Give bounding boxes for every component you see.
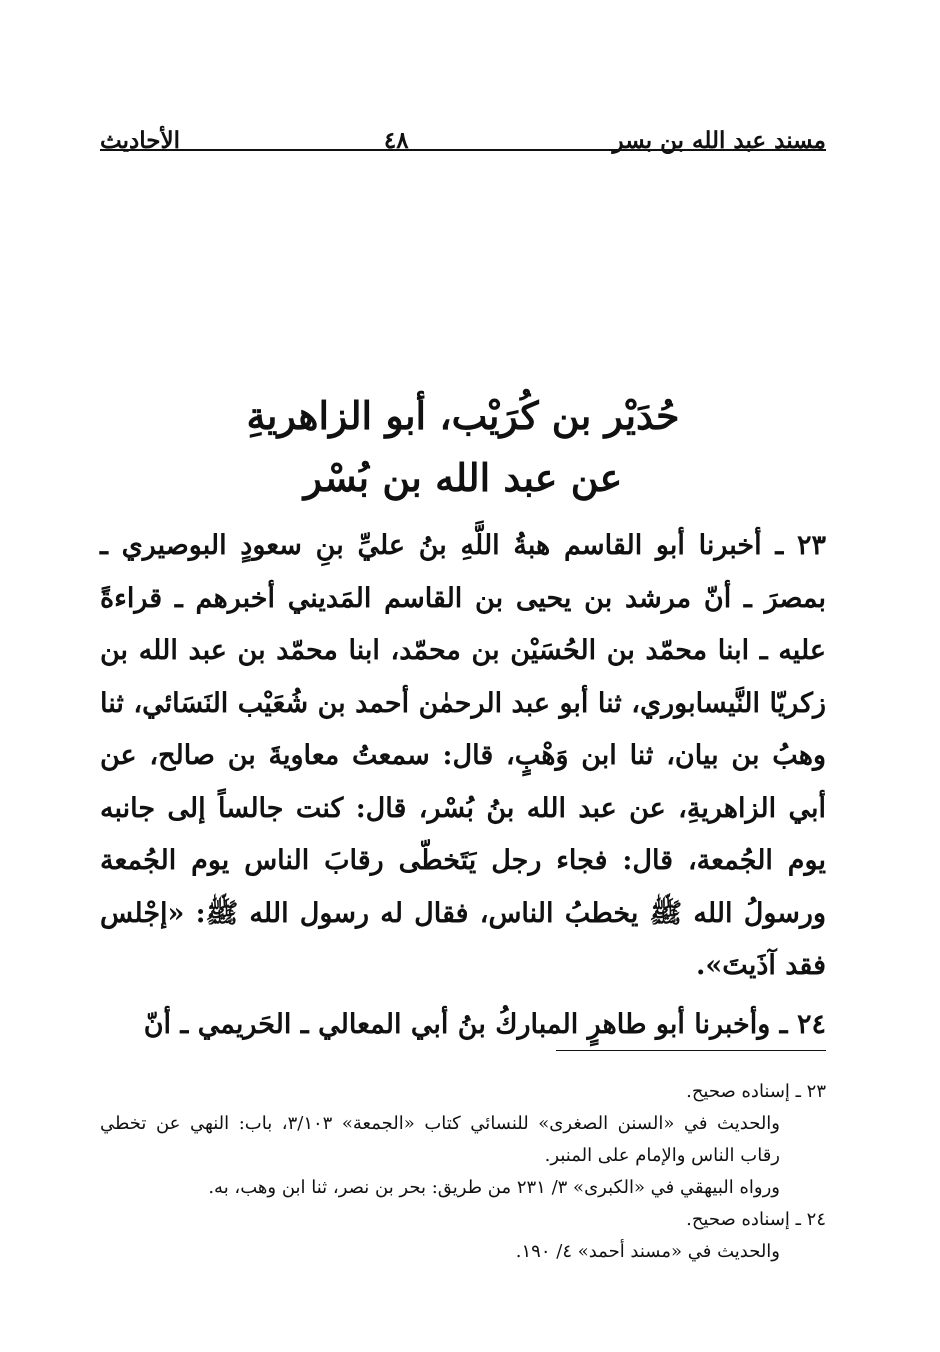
header-section-title: الأحاديث — [100, 127, 180, 154]
footnote-23-source: والحديث في «السنن الصغرى» للنسائي كتاب «الجمعة» ٣/١٠٣، باب: النهي عن تخطي رقاب الناس والإمام على المنبر. — [100, 1113, 780, 1166]
footnote-23-bayhaqi: ورواه البيهقي في «الكبرى» ٣/ ٢٣١ من طريق: بحر بن نصر، ثنا ابن وهب، به. — [208, 1177, 780, 1198]
footnote-24-source: والحديث في «مسند أحمد» ٤/ ١٩٠. — [515, 1241, 780, 1262]
footnotes — [100, 1076, 826, 1268]
hadith-24: ٢٤ ـ وأخبرنا أبو طاهرٍ المباركُ بنُ أبي المعالي ـ الحَريمي ـ أنّ — [143, 1008, 826, 1040]
footnote-23-grade: ٢٣ ـ إسناده صحيح. — [686, 1081, 826, 1102]
chapter-title-line-2: عن عبد الله بن بُسْر — [303, 455, 623, 500]
header-divider — [100, 149, 826, 151]
chapter-title — [100, 385, 826, 509]
page-number: ٤٨ — [383, 127, 409, 154]
chapter-title-line-1: حُدَيْر بن كُرَيْب، أبو الزاهريةِ — [246, 393, 680, 438]
main-text — [100, 520, 826, 1051]
footnote-24-grade: ٢٤ ـ إسناده صحيح. — [686, 1209, 826, 1230]
hadith-23: ٢٣ ـ أخبرنا أبو القاسم هبةُ اللَّهِ بنُ عليِّ بنِ سعودٍ البوصيري ـ بمصرَ ـ أنّ مرشد بن يحيى بن القاسم المَديني أخبرهم ـ قراءةً عليه ـ ابنا محمّد بن الحُسَيْن بن محمّد، ابنا محمّد بن عبد الله بن زكريّا النَّيسابوري، ثنا أبو عبد الرحمٰن أحمد بن شُعَيْب النَسَائي، ثنا وهبُ بن بيان، ثنا ابن وَهْبٍ، قال: سمعتُ معاويةَ بن صالح، عن أبي الزاهريةِ، عن عبد الله بنُ بُسْر، قال: كنت جالساً إلى جانبه يوم الجُمعة، قال: فجاء رجل يَتَخطّى رقابَ الناس يوم الجُمعة ورسولُ الله ﷺ يخطبُ الناس، فقال له رسول الله ﷺ: «إجْلس فقد آذَيتَ». — [100, 530, 827, 981]
footnote-divider — [556, 1050, 826, 1051]
header-book-title: مسند عبد الله بن بسر — [612, 127, 826, 154]
running-header — [100, 112, 826, 152]
